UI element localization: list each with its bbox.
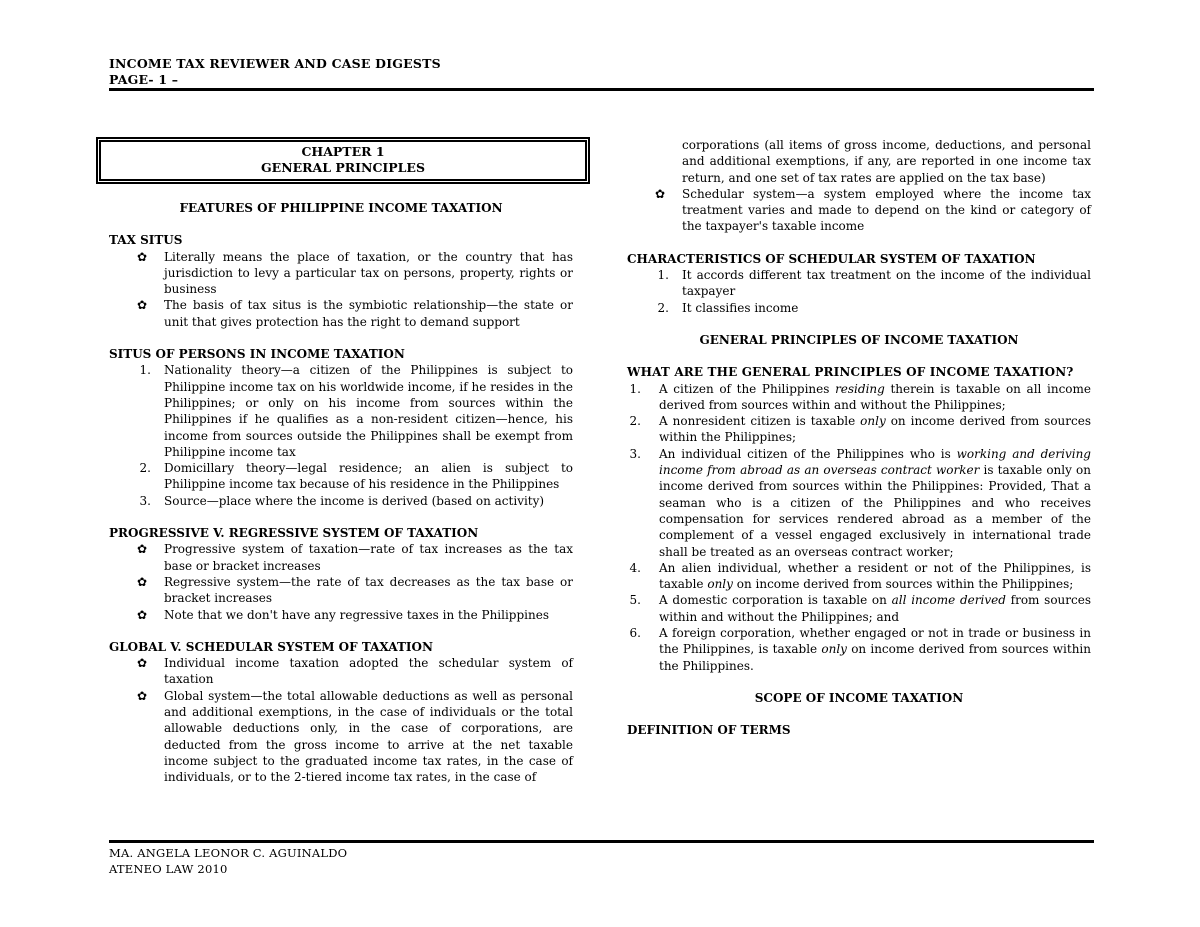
features-title: FEATURES OF PHILIPPINE INCOME TAXATION bbox=[179, 201, 503, 215]
chapter-title: GENERAL PRINCIPLES bbox=[261, 160, 425, 175]
chapter-number: CHAPTER 1 bbox=[301, 144, 385, 159]
flower-bullet-icon: ✿ bbox=[136, 542, 148, 557]
list-item: ✿ Global system—the total allowable deductions as well as personal and additional exemptions, in the case of individuals or the total allowable deductions only, in the case of corporations, are deducted from the gross income to arrive at the net taxable income subject to the graduated income tax rates, in the case of individuals, or to the 2-tiered income tax rates, in the case of bbox=[136, 688, 573, 785]
continued-paragraph: corporations (all items of gross income, deductions, and personal and additional exemptions, if any, are reported in one income tax return, and one set of tax rates are applied on the tax base) bbox=[682, 138, 1091, 185]
definition-heading: DEFINITION OF TERMS bbox=[627, 723, 791, 738]
scope-title: SCOPE OF INCOME TAXATION bbox=[754, 690, 964, 705]
list-item: 4. An alien individual, whether a resident or not of the Philippines, is taxable only on income derived from sources within the Philippines; bbox=[629, 560, 1091, 592]
author-name: MA. ANGELA LEONOR C. AGUINALDO bbox=[109, 846, 348, 860]
global-heading: GLOBAL V. SCHEDULAR SYSTEM OF TAXATION bbox=[109, 639, 433, 654]
list-item: ✿ Regressive system—the rate of tax decreases as the tax base or bracket increases bbox=[136, 574, 573, 606]
principles-list bbox=[627, 381, 1091, 674]
tax-situs-list bbox=[109, 249, 573, 330]
flower-bullet-icon: ✿ bbox=[136, 607, 148, 622]
left-column bbox=[109, 137, 573, 786]
list-item: 1. A citizen of the Philippines residing therein is taxable on all income derived from sources within and without the Philippines; bbox=[629, 381, 1092, 412]
list-item: 1. Nationality theory—a citizen of the Philippines is subject to Philippine income tax on his worldwide income, if he resides in the Philippines; or only on his income from sources within the Philippines if he qualifies as a non-resident citizen—hence, his income from sources outside the Philippines shall be exempt from Philippine income tax bbox=[139, 363, 573, 459]
progressive-heading: PROGRESSIVE V. REGRESSIVE SYSTEM OF TAXATION bbox=[109, 526, 479, 541]
list-item: 2. Domicillary theory—legal residence; an alien is subject to Philippine income tax because of his residence in the Philippines bbox=[139, 461, 573, 492]
right-column bbox=[627, 137, 1091, 739]
flower-bullet-icon: ✿ bbox=[136, 574, 148, 589]
list-item: ✿ Individual income taxation adopted the schedular system of taxation bbox=[136, 656, 573, 687]
general-principles-title: GENERAL PRINCIPLES OF INCOME TAXATION bbox=[699, 332, 1019, 347]
list-item: ✿ Schedular system—a system employed where the income tax treatment varies and made to depend on the kind or category of the taxpayer's taxable income bbox=[654, 186, 1091, 234]
footer-rule bbox=[109, 840, 1094, 843]
global-list bbox=[109, 655, 573, 785]
flower-bullet-icon: ✿ bbox=[654, 186, 666, 201]
tax-situs-heading: TAX SITUS bbox=[109, 233, 183, 248]
list-item: ✿ The basis of tax situs is the symbiotic relationship—the state or unit that gives protection has the right to demand support bbox=[136, 298, 573, 329]
question-heading: WHAT ARE THE GENERAL PRINCIPLES OF INCOME TAXATION? bbox=[627, 365, 1074, 380]
flower-bullet-icon: ✿ bbox=[136, 688, 148, 703]
list-item: ✿ Literally means the place of taxation, or the country that has jurisdiction to levy a particular tax on persons, property, rights or business bbox=[136, 249, 573, 297]
situs-persons-list bbox=[109, 362, 573, 509]
flower-bullet-icon: ✿ bbox=[136, 249, 148, 264]
flower-bullet-icon: ✿ bbox=[136, 298, 148, 313]
list-item: ✿ Progressive system of taxation—rate of tax increases as the tax base or bracket increases bbox=[136, 542, 573, 573]
characteristics-heading: CHARACTERISTICS OF SCHEDULAR SYSTEM OF TAXATION bbox=[627, 251, 1036, 266]
list-item: 5. A domestic corporation is taxable on all income derived from sources within and without the Philippines; and bbox=[629, 593, 1091, 624]
document-title: INCOME TAX REVIEWER AND CASE DIGESTS bbox=[109, 56, 441, 71]
list-item: 2. A nonresident citizen is taxable only on income derived from sources within the Philippines; bbox=[629, 414, 1091, 445]
flower-bullet-icon: ✿ bbox=[136, 656, 148, 671]
page-header bbox=[109, 56, 441, 88]
list-item: ✿ Note that we don't have any regressive taxes in the Philippines bbox=[136, 607, 549, 622]
list-item: 2. It classifies income bbox=[657, 300, 799, 315]
page-footer bbox=[109, 845, 347, 877]
header-rule bbox=[109, 88, 1094, 91]
chapter-box bbox=[96, 137, 590, 184]
list-item: 3. An individual citizen of the Philippines who is working and deriving income from abroad as an overseas contract worker is taxable only on income derived from sources within the Philippines: Provided, That a seaman who is a citizen of the Philippines and who receives compensation for services rendered abroad as a member of the complement of a vessel engaged exclusively in international trade shall be treated as an overseas contract worker; bbox=[629, 446, 1092, 559]
schedular-list bbox=[627, 186, 1091, 235]
list-item: 6. A foreign corporation, whether engaged or not in trade or business in the Philippines, is taxable only on income derived from sources within the Philippines. bbox=[629, 626, 1092, 673]
school-name: ATENEO LAW 2010 bbox=[109, 862, 228, 876]
progressive-list bbox=[109, 541, 573, 622]
situs-persons-heading: SITUS OF PERSONS IN INCOME TAXATION bbox=[109, 347, 405, 362]
characteristics-list bbox=[627, 267, 1091, 316]
list-item: 1. It accords different tax treatment on the income of the individual taxpayer bbox=[657, 268, 1091, 299]
page-number: PAGE- 1 – bbox=[109, 72, 179, 87]
list-item: 3. Source—place where the income is derived (based on activity) bbox=[139, 493, 545, 508]
